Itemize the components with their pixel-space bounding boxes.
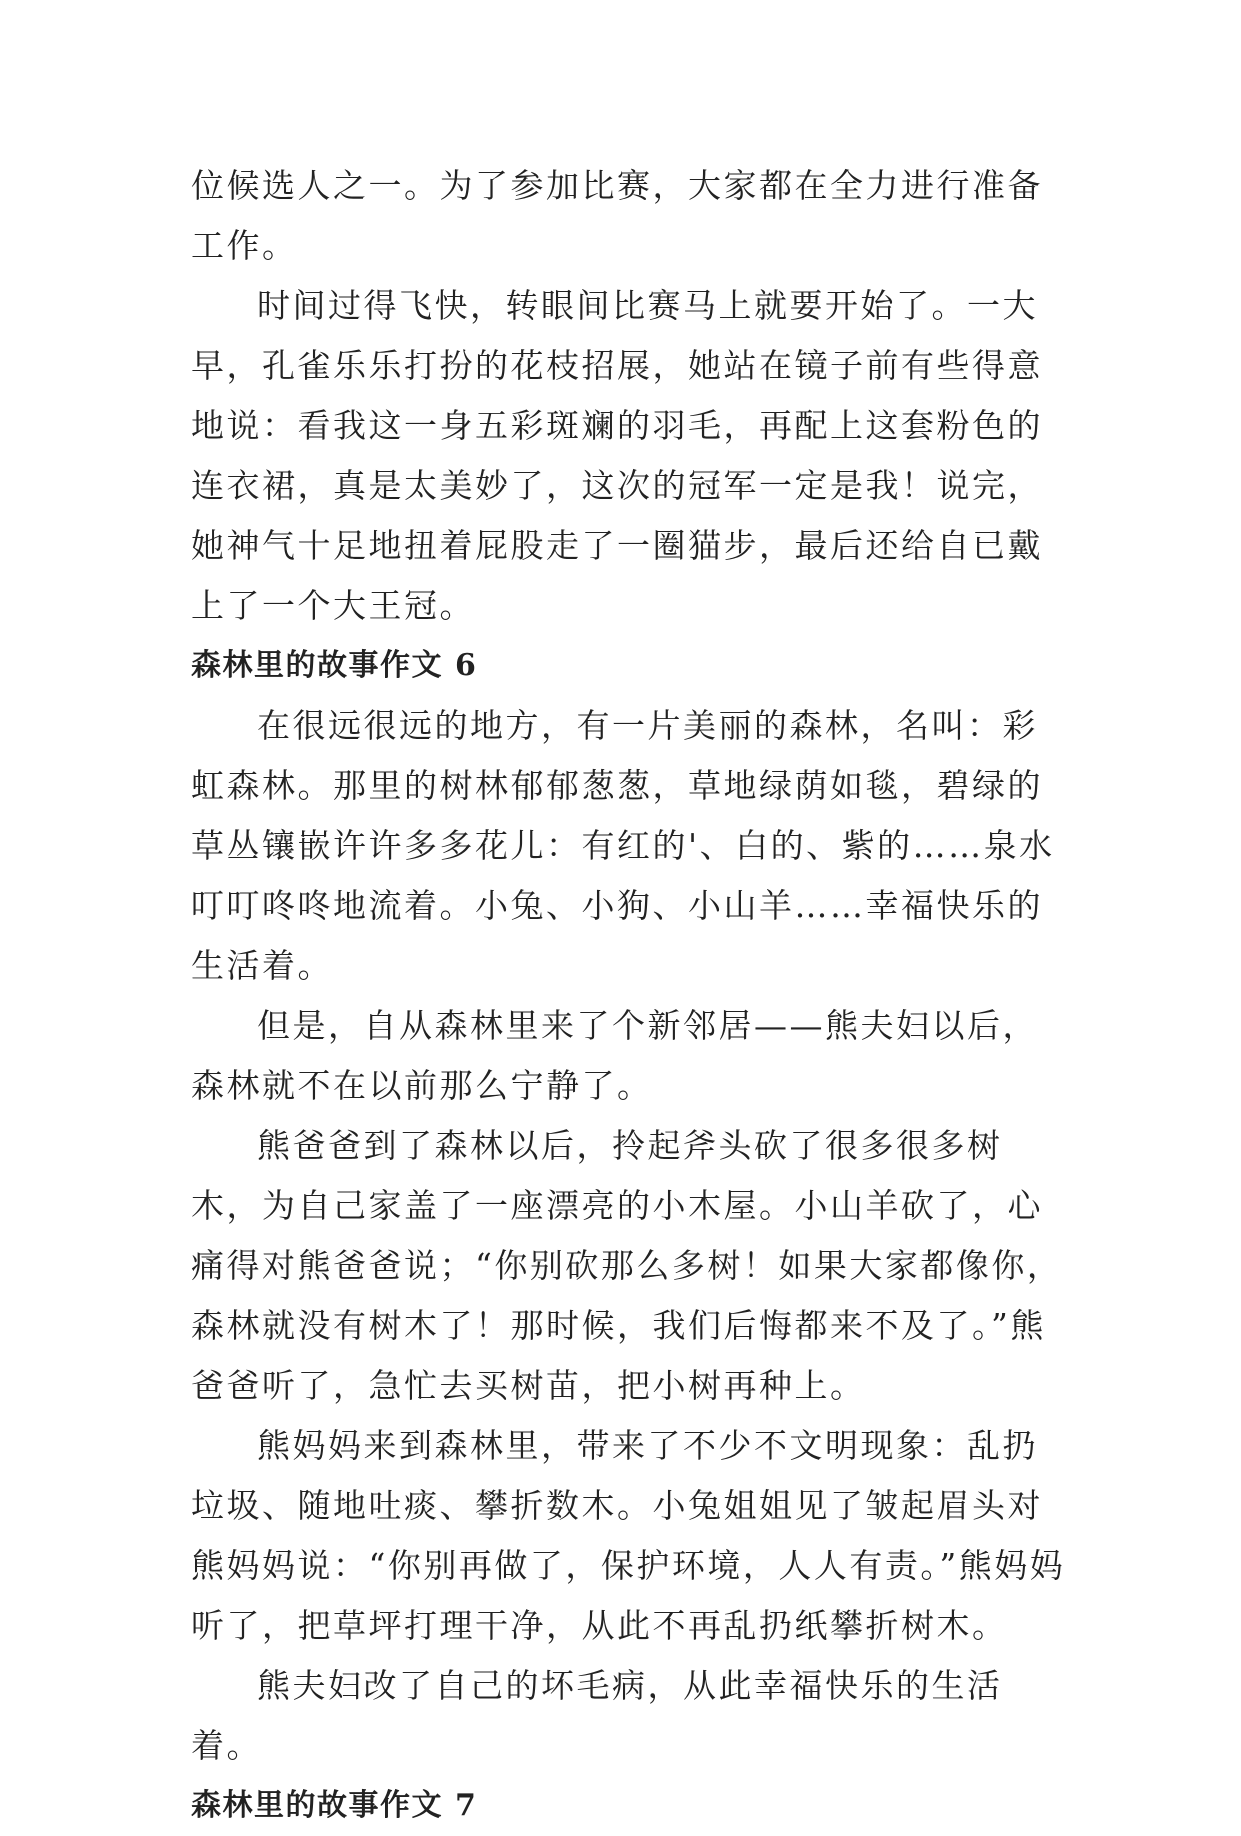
paragraph: 时间过得飞快，转眼间比赛马上就要开始了。一大早，孔雀乐乐打扮的花枝招展，她站在镜子前有些得意地说：看我这一身五彩斑斓的羽毛，再配上这套粉色的连衣裙，真是太美妙了，这次的冠军一定是我！说完，她神气十足地扭着屁股走了一圈猫步，最后还给自已戴上了一个大王冠。	[191, 286, 1043, 625]
paragraph: 但是，自从森林里来了个新邻居——熊夫妇以后，森林就不在以前那么宁静了。	[191, 1006, 1038, 1105]
paragraph: 熊妈妈来到森林里，带来了不少不文明现象：乱扔垃圾、随地吐痰、攀折数木。小兔姐姐见了皱起眉头对熊妈妈说：“你别再做了，保护环境，人人有责。”熊妈妈听了，把草坪打理干净，从此不再乱扔纸攀折树木。	[191, 1426, 1066, 1645]
paragraph: 熊爸爸到了森林以后，拎起斧头砍了很多很多树木，为自己家盖了一座漂亮的小木屋。小山羊砍了，心痛得对熊爸爸说；“你别砍那么多树！如果大家都像你，森林就没有树木了！那时候，我们后悔都来不及了。”熊爸爸听了，急忙去买树苗，把小树再种上。	[191, 1126, 1063, 1405]
paragraph: 位候选人之一。为了参加比赛，大家都在全力进行准备工作。	[191, 166, 1043, 265]
document-body	[191, 156, 1071, 1836]
section-heading: 森林里的故事作文 7	[191, 1788, 478, 1823]
paragraph: 在很远很远的地方，有一片美丽的森林，名叫：彩虹森林。那里的树林郁郁葱葱，草地绿荫如毯，碧绿的草丛镶嵌许许多多花儿：有红的'、白的、紫的……泉水叮叮咚咚地流着。小兔、小狗、小山羊……幸福快乐的生活着。	[191, 706, 1055, 985]
section-heading: 森林里的故事作文 6	[191, 648, 478, 683]
paragraph: 熊夫妇改了自己的坏毛病，从此幸福快乐的生活着。	[191, 1666, 1003, 1765]
